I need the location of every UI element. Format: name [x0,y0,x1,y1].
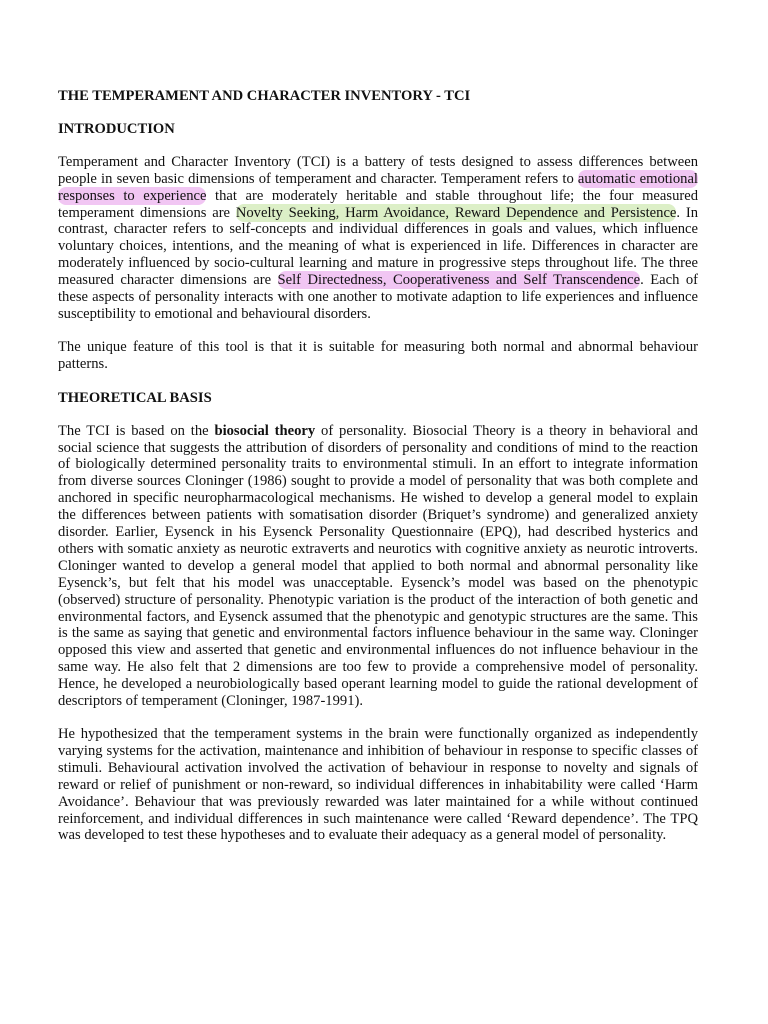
text-span: of personality. Biosocial Theory is a theory in behavioral and social science that suggests the attribution of disorders of personality and conditions of mind to the reaction of biologically determined personality traits to environmental stimuli. In an effort to integrate information from diverse sources Cloninger (1986) sought to provide a model of personality that was both complete and anchored in specific neuropharmacological mechanisms. He wished to develop a general model to explain the differences between patients with somatisation disorder (Briquet’s syndrome) and generalized anxiety disorder. Earlier, Eysenck in his Eysenck Personality Questionnaire (EPQ), had described hysterics and others with somatic anxiety as neurotic extraverts and neurotics with cognitive anxiety as neurotic introverts. Cloninger wanted to develop a general model that applied to both normal and abnormal personality like Eysenck’s, but felt that his model was unacceptable. Eysenck’s model was based on the phenotypic (observed) structure of personality. Phenotypic variation is the product of the interaction of both genetic and environmental factors, and Eysenck assumed that the phenotypic and genotypic structures are the same. This is the same as saying that genetic and environmental factors influence behaviour in the same way. Cloninger opposed this view and asserted that genetic and environmental influences do not influence behaviour in the same way. He also felt that 2 dimensions are too few to provide a comprehensive model of personality. Hence, he developed a neurobiologically based operant learning model to guide the rational development of descriptors of temperament (Cloninger, 1987-1991). [58,422,698,710]
document-page [58,84,698,844]
text-span: The TCI is based on the [58,422,215,439]
introduction-paragraph-2: The unique feature of this tool is that it is suitable for measuring both normal and abnormal behaviour patterns. [58,338,698,372]
text-span: Temperament and Character Inventory (TCI) is a battery of tests designed to assess differences between people in seven basic dimensions of temperament and character. Temperament refers to [58,153,698,187]
theoretical-basis-heading: THEORETICAL BASIS [58,389,212,406]
text-span: . In contrast, character refers to self-concepts and individual differences in goals and values, which influence voluntary choices, intentions, and the meaning of what is experienced in life. Differences in character are moderately influenced by socio-cultural learning and mature in progressive steps throughout life. The three measured character dimensions are [58,204,698,289]
theoretical-basis-paragraph-1 [58,423,698,710]
text-span: . Each of these aspects of personality interacts with one another to motivate adaption to life experiences and influence susceptibility to emotional and behavioural disorders. [58,272,698,322]
text-span: that are moderately heritable and stable throughout life; the four measured temperament dimensions are [58,187,698,221]
introduction-paragraph-1 [58,154,698,323]
document-title: THE TEMPERAMENT AND CHARACTER INVENTORY - TCI [58,88,471,104]
highlight-green: Novelty Seeking, Harm Avoidance, Reward Dependence and Persistence [235,204,677,221]
highlight-pink: Self Directedness, Cooperativeness and Self Transcendence [277,272,641,289]
introduction-heading: INTRODUCTION [58,120,175,137]
bold-term: biosocial theory [214,422,316,439]
highlight-pink: automatic emotional responses to experience [58,170,698,204]
theoretical-basis-paragraph-2: He hypothesized that the temperament systems in the brain were functionally organized as independently varying systems for the activation, maintenance and inhibition of behaviour in response to specific classes of stimuli. Behavioural activation involved the activation of behaviour in response to novelty and signals of reward or relief of punishment or non-reward, so individual differences in inhabitability were called ‘Harm Avoidance’. Behaviour that was previously rewarded was later maintained for a while without continued reinforcement, and individual differences in such maintenance were called ‘Reward dependence’. The TPQ was developed to test these hypotheses and to evaluate their adequacy as a general model of personality. [58,726,698,844]
